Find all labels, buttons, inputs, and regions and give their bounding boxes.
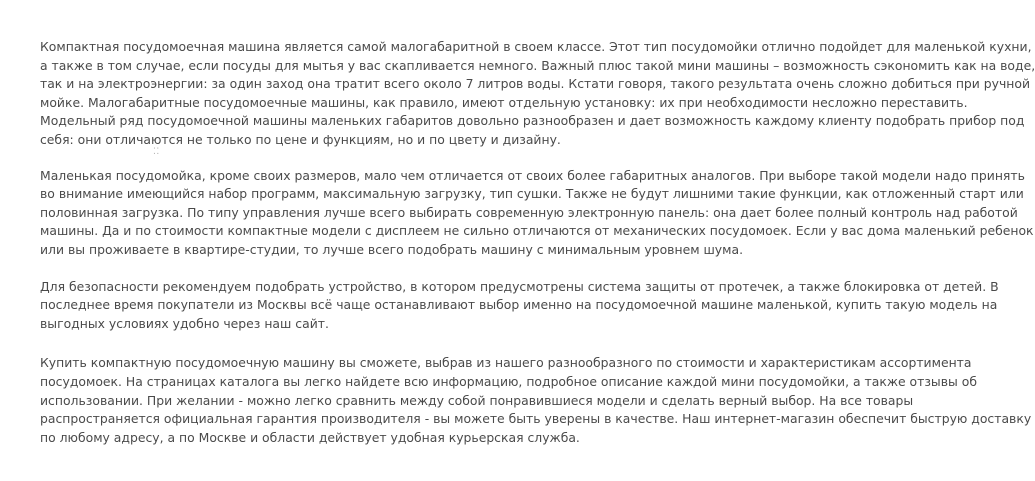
paragraph-2 <box>40 167 1034 260</box>
paragraph-spacer <box>40 147 862 167</box>
stray-dots-mark: ⁚⁚ <box>153 147 160 157</box>
paragraph-1 <box>40 38 1035 150</box>
article-body <box>40 38 1035 447</box>
paragraph-line: Маленькая посудомойка, кроме своих размеров, мало чем отличается от своих более габаритных аналогов. При выборе такой модели надо принять <box>40 167 1025 183</box>
paragraph-line: машины. Да и по стоимости компактные модели с дисплеем не сильно отличаются от механических посудомоек. Если у вас дома маленький ребенок <box>40 223 1034 239</box>
paragraph-line: Для безопасности рекомендуем подобрать устройство, в котором предусмотрены система защиты от протечек, а также блокировка от детей. В <box>40 278 999 294</box>
paragraph-line: половинная загрузка. По типу управления лучше всего выбирать современную электронную панель: она дает более полный контроль над работой <box>40 204 1018 220</box>
paragraph-line: посудомоек. На страницах каталога вы легко найдете всю информацию, подробное описание каждой мини посудомойки, а также отзывы об <box>40 373 977 389</box>
paragraph-line: выгодных условиях удобно через наш сайт. <box>40 315 329 331</box>
paragraph-spacer <box>40 260 862 278</box>
paragraph-line: Модельный ряд посудомоечной машины маленьких габаритов довольно разнообразен и дает возможность каждому клиенту подобрать прибор под <box>40 113 1025 129</box>
paragraph-line: себя: они отличаются не только по цене и функциям, но и по цвету и дизайну. <box>40 131 561 147</box>
paragraph-line: или вы проживаете в квартире-студии, то лучше всего подобрать машину с минимальным уровнем шума. <box>40 241 744 257</box>
paragraph-line: Купить компактную посудомоечную машину вы сможете, выбрав из нашего разнообразного по стоимости и характеристикам ассортимента <box>40 355 972 371</box>
paragraph-line: Компактная посудомоечная машина является самой малогабаритной в своем классе. Этот тип посудомойки отлично подойдет для маленькой кухни, <box>40 39 1032 54</box>
paragraph-line: распространяется официальная гарантия производителя - вы можете быть уверены в качестве. Наш интернет-магазин обеспечит быструю доставку <box>40 411 1032 427</box>
paragraph-line: по любому адресу, а по Москве и области действует удобная курьерская служба. <box>40 429 580 445</box>
paragraph-line: использовании. При желании - можно легко сравнить между собой понравившиеся модели и сделать верный выбор. На все товары <box>40 392 914 408</box>
paragraph-spacer <box>40 333 862 354</box>
paragraph-line: мойке. Малогабаритные посудомоечные машины, как правило, имеют отдельную установку: их при необходимости несложно переставить. <box>40 94 968 110</box>
paragraph-3 <box>40 278 999 334</box>
paragraph-4 <box>40 354 1032 447</box>
paragraph-line: а также в том случае, если посуды для мытья у вас скапливается немного. Важный плюс такой мини машины – возможность сэкономить как на воде, <box>40 57 1035 73</box>
paragraph-line: во внимание имеющийся набор программ, максимальную загрузку, тип сушки. Также не будут лишними такие функции, как отложенный старт или <box>40 186 1024 202</box>
paragraph-line: так и на электроэнергии: за один заход она тратит всего около 7 литров воды. Кстати говоря, такого результата очень сложно добиться при ручной <box>40 76 1031 92</box>
paragraph-line: последнее время покупатели из Москвы всё чаще останавливают выбор именно на посудомоечной машине маленькой, купить такую модель на <box>40 297 998 313</box>
